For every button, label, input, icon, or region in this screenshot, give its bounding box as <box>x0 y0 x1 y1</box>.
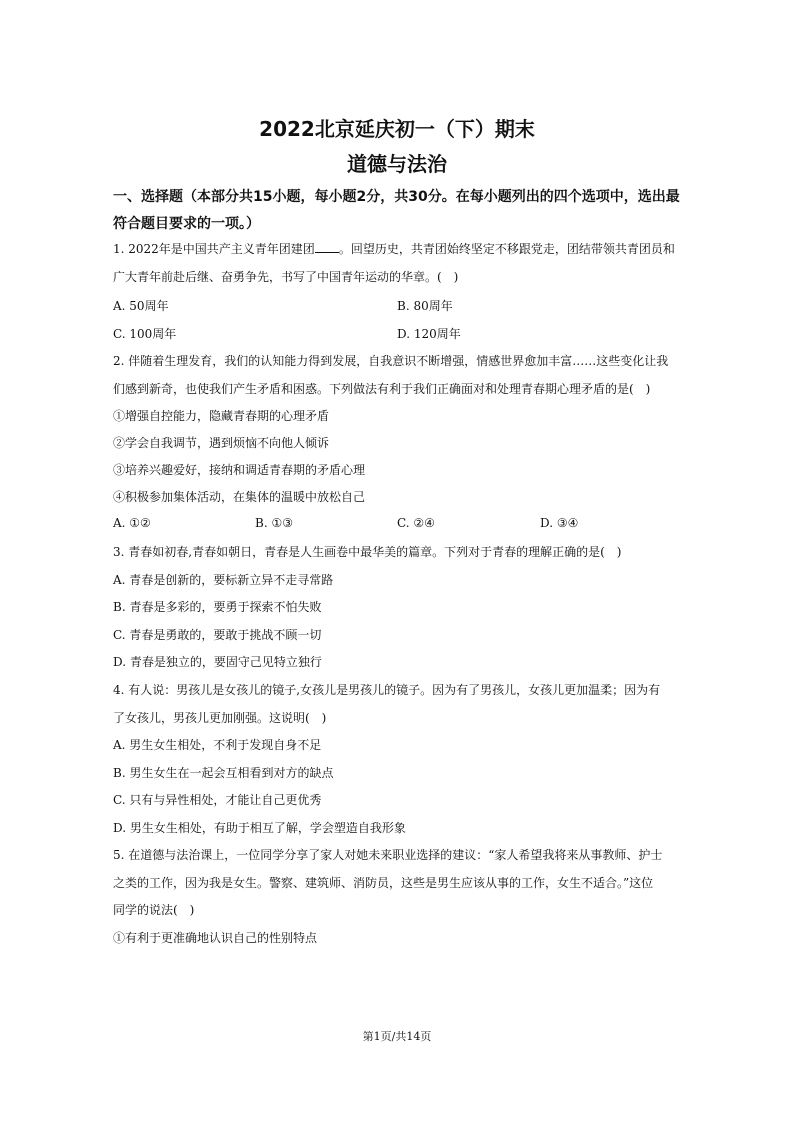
q1-option-d: D. 120周年 <box>397 327 461 341</box>
subject-title: 道德与法治 <box>347 152 447 176</box>
q2-item-4: ④积极参加集体活动，在集体的温暖中放松自己 <box>113 490 366 504</box>
q1-option-b: B. 80周年 <box>397 299 453 313</box>
q5-item-1: ①有利于更准确地认识自己的性别特点 <box>113 931 318 945</box>
q2-item-1: ①增强自控能力，隐藏青春期的心理矛盾 <box>113 409 330 423</box>
question-1-line-1 <box>113 240 675 257</box>
question-5-stem-b: 之类的工作，因为我是女生。警察、建筑师、消防员，这些是男生应该从事的工作，女生不适合。”这位 <box>113 876 654 890</box>
q2-option-d: D. ③④ <box>540 516 579 530</box>
q4-option-d: D. 男生女生相处，有助于相互了解，学会塑造自我形象 <box>113 821 406 835</box>
question-4-stem-b: 了女孩儿，男孩儿更加刚强。这说明( ) <box>113 711 327 725</box>
q4-option-a: A. 男生女生相处，不利于发现自身不足 <box>113 738 322 752</box>
question-5-stem-a: 5. 在道德与法治课上，一位同学分享了家人对她未来职业选择的建议：“家人希望我将来从事教师、护士 <box>113 848 663 862</box>
question-1-blank <box>315 241 339 253</box>
question-2-stem-b: 们感到新奇，也使我们产生矛盾和困惑。下列做法有利于我们正确面对和处理青春期心理矛盾的是( ) <box>113 382 651 396</box>
question-4-stem-a: 4. 有人说：男孩儿是女孩儿的镜子,女孩儿是男孩儿的镜子。因为有了男孩儿，女孩儿更加温柔；因为有 <box>113 683 661 697</box>
question-3-stem: 3. 青春如初春,青春如朝日，青春是人生画卷中最华美的篇章。下列对于青春的理解正确的是( ) <box>113 545 622 559</box>
q3-option-b: B. 青春是多彩的，要勇于探索不怕失败 <box>113 600 322 614</box>
q3-option-d: D. 青春是独立的，要固守己见特立独行 <box>113 655 322 669</box>
q1-option-a: A. 50周年 <box>113 299 169 313</box>
question-2-stem-a: 2. 伴随着生理发育，我们的认知能力得到发展，自我意识不断增强，情感世界愈加丰富……这些变化让我 <box>113 354 669 368</box>
question-1-stem-c: 广大青年前赴后继、奋勇争先，书写了中国青年运动的华章。( ) <box>113 270 459 284</box>
question-1-stem-a: 1. 2022年是中国共产主义青年团建团 <box>113 242 315 256</box>
q4-option-c: C. 只有与异性相处，才能让自己更优秀 <box>113 793 322 807</box>
page-number: 第1页/共14页 <box>362 1030 432 1043</box>
page-title: 2022北京延庆初一（下）期末 <box>259 117 535 141</box>
q2-item-3: ③培养兴趣爱好，接纳和调适青春期的矛盾心理 <box>113 463 366 477</box>
q3-option-c: C. 青春是勇敢的，要敢于挑战不顾一切 <box>113 628 322 642</box>
q2-option-c: C. ②④ <box>397 516 435 530</box>
q1-option-c: C. 100周年 <box>113 327 177 341</box>
q2-option-a: A. ①② <box>113 516 151 530</box>
q3-option-a: A. 青春是创新的，要标新立异不走寻常路 <box>113 573 334 587</box>
question-1-stem-b: 。回望历史，共青团始终坚定不移跟党走，团结带领共青团员和 <box>338 242 675 256</box>
q2-option-b: B. ①③ <box>255 516 293 530</box>
section-heading: 一、选择题（本部分共15小题，每小题2分，共30分。在每小题列出的四个选项中，选出最符合题目要求的一项。） <box>113 189 680 232</box>
question-5-stem-c: 同学的说法( ) <box>113 903 195 917</box>
q2-item-2: ②学会自我调节，遇到烦恼不向他人倾诉 <box>113 436 330 450</box>
q4-option-b: B. 男生女生在一起会互相看到对方的缺点 <box>113 766 334 780</box>
